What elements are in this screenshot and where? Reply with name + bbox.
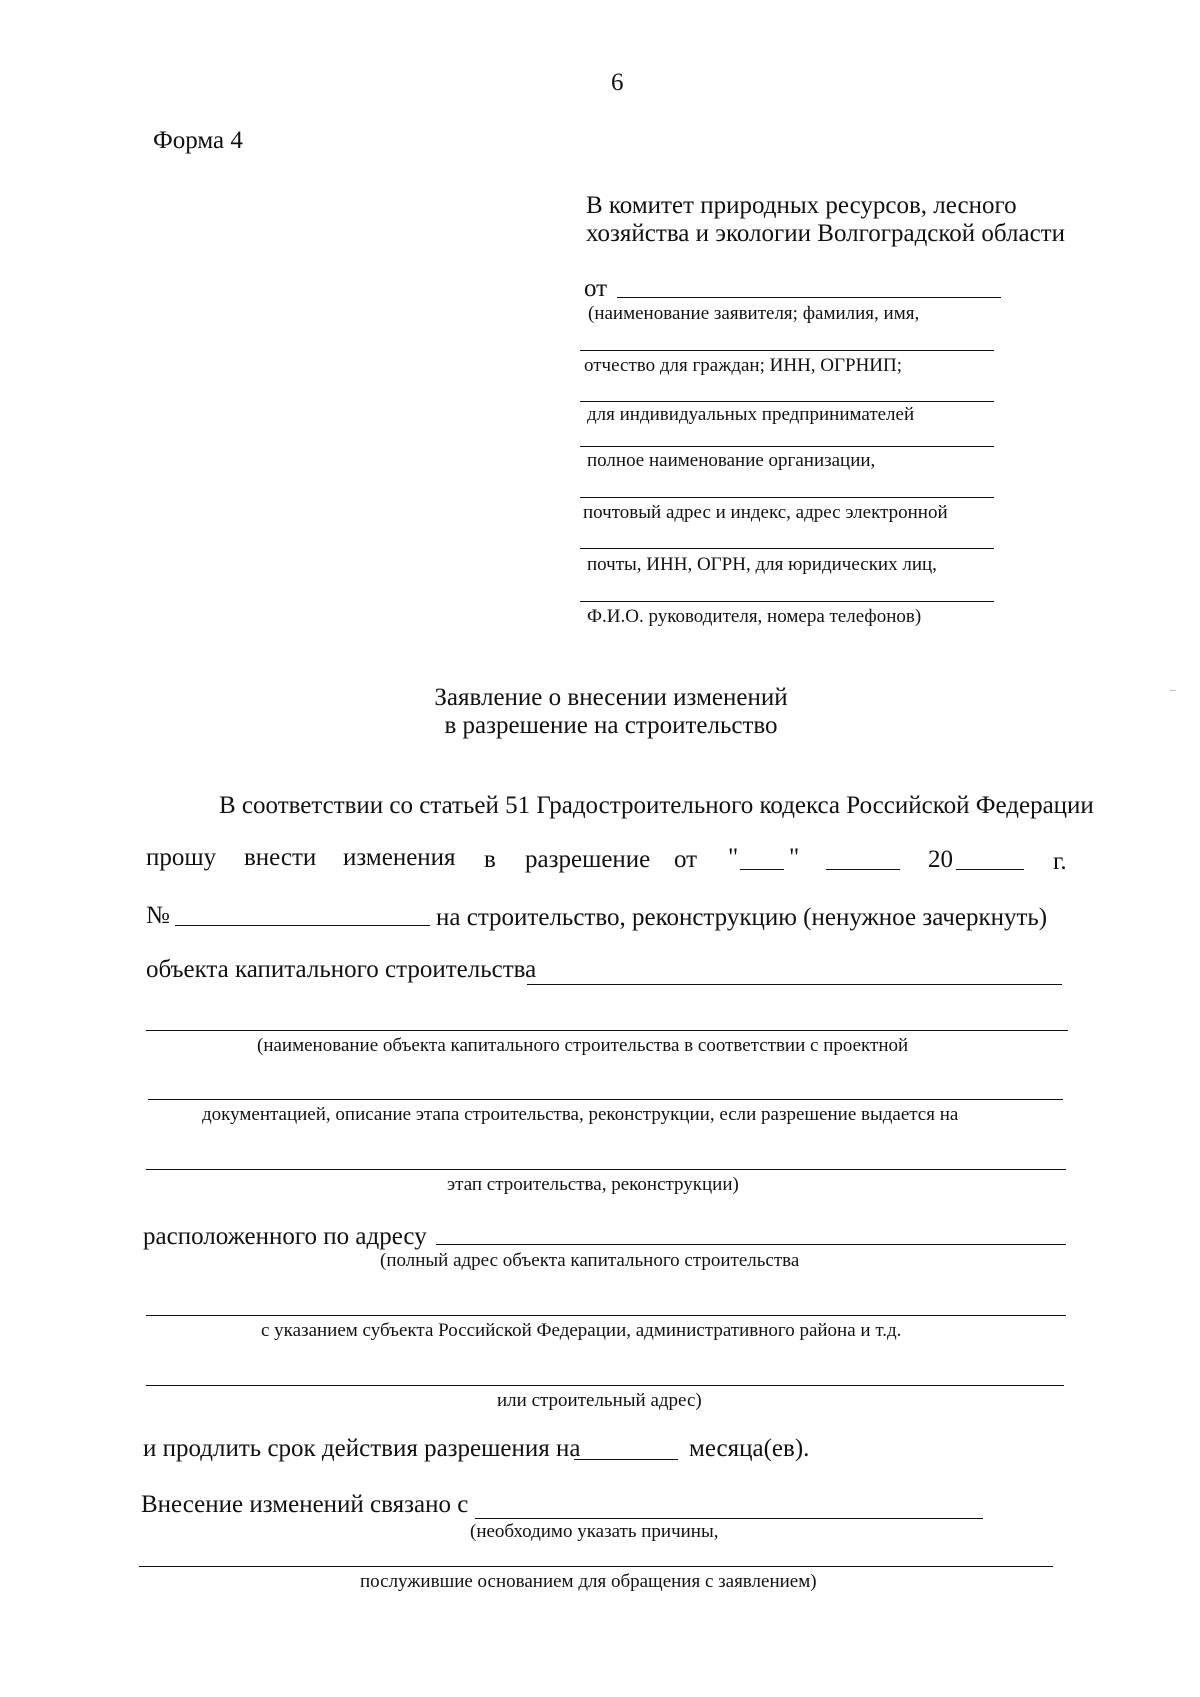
from-hint-4: полное наименование организации, xyxy=(587,450,876,471)
date-year-prefix: 20 xyxy=(928,846,953,873)
date-quote-close: " xyxy=(789,844,800,871)
object-line-4[interactable] xyxy=(146,1169,1066,1170)
addressee-line-1: В комитет природных ресурсов, лесного xyxy=(586,192,1017,219)
date-day-field[interactable] xyxy=(740,869,784,870)
extend-prefix: и продлить срок действия разрешения на xyxy=(143,1435,581,1462)
addressee-line-2: хозяйства и экологии Волгоградской области xyxy=(586,220,1065,247)
object-hint-2: документацией, описание этапа строительства, реконструкции, если разрешение выдается на xyxy=(202,1104,959,1125)
extend-months-field[interactable] xyxy=(574,1459,678,1460)
date-month-field[interactable] xyxy=(826,869,900,870)
extend-suffix: месяца(ев). xyxy=(689,1435,810,1462)
request-word-5: разрешение xyxy=(525,846,651,873)
from-hint-3: для индивидуальных предпринимателей xyxy=(587,404,915,425)
address-hint-3: или строительный адрес) xyxy=(497,1390,702,1411)
object-line-2[interactable] xyxy=(146,1030,1068,1031)
purpose-text: на строительство, реконструкцию (ненужное зачеркнуть) xyxy=(436,904,1048,931)
reason-line-2[interactable] xyxy=(139,1566,1053,1567)
date-quote-open: " xyxy=(728,844,739,871)
address-field[interactable] xyxy=(436,1244,1066,1245)
address-label: расположенного по адресу xyxy=(143,1223,427,1250)
address-hint-1: (полный адрес объекта капитального строительства xyxy=(380,1250,800,1271)
object-hint-1: (наименование объекта капитального строительства в соответствии с проектной xyxy=(257,1035,909,1056)
date-year-field[interactable] xyxy=(956,869,1024,870)
applicant-line-2[interactable] xyxy=(580,350,994,351)
request-word-1: прошу xyxy=(146,844,217,871)
from-prefix: от xyxy=(584,275,608,302)
applicant-name-line[interactable] xyxy=(617,297,1001,298)
address-hint-2: с указанием субъекта Российской Федерации, административного района и т.д. xyxy=(261,1320,902,1341)
from-hint-1: (наименование заявителя; фамилия, имя, xyxy=(588,303,920,324)
number-sign: № xyxy=(146,902,170,929)
reason-hint-1: (необходимо указать причины, xyxy=(470,1521,719,1542)
request-word-2: внести xyxy=(244,844,317,871)
applicant-line-5[interactable] xyxy=(580,497,994,498)
address-line-2[interactable] xyxy=(146,1315,1066,1316)
document-title-line-2: в разрешение на строительство xyxy=(444,712,778,739)
request-word-6: от xyxy=(674,846,698,873)
applicant-line-3[interactable] xyxy=(580,401,994,402)
reason-hint-2: послужившие основанием для обращения с заявлением) xyxy=(360,1571,817,1592)
from-hint-5: почтовый адрес и индекс, адрес электронной xyxy=(583,502,948,523)
from-hint-7: Ф.И.О. руководителя, номера телефонов) xyxy=(587,606,922,627)
object-hint-3: этап строительства, реконструкции) xyxy=(447,1174,739,1195)
object-label: объекта капитального строительства xyxy=(146,956,537,983)
page-number: 6 xyxy=(611,69,624,96)
applicant-line-4[interactable] xyxy=(580,446,994,447)
from-hint-2: отчество для граждан; ИНН, ОГРНИП; xyxy=(584,355,903,376)
document-title-line-1: Заявление о внесении изменений xyxy=(434,684,788,711)
reason-field[interactable] xyxy=(475,1518,983,1519)
object-line-3[interactable] xyxy=(148,1099,1063,1100)
intro-text: В соответствии со статьей 51 Градостроительного кодекса Российской Федерации xyxy=(219,792,1094,819)
applicant-line-7[interactable] xyxy=(580,601,994,602)
date-year-suffix: г. xyxy=(1053,848,1067,875)
request-word-4: в xyxy=(484,846,496,873)
request-word-3: изменения xyxy=(343,844,456,871)
permit-number-field[interactable] xyxy=(175,925,430,926)
scan-mark xyxy=(1170,690,1176,691)
object-name-field[interactable] xyxy=(527,984,1062,985)
applicant-line-6[interactable] xyxy=(580,548,994,549)
reason-label: Внесение изменений связано с xyxy=(141,1491,469,1518)
form-label: Форма 4 xyxy=(153,127,243,154)
from-hint-6: почты, ИНН, ОГРН, для юридических лиц, xyxy=(587,554,937,575)
address-line-3[interactable] xyxy=(146,1385,1064,1386)
